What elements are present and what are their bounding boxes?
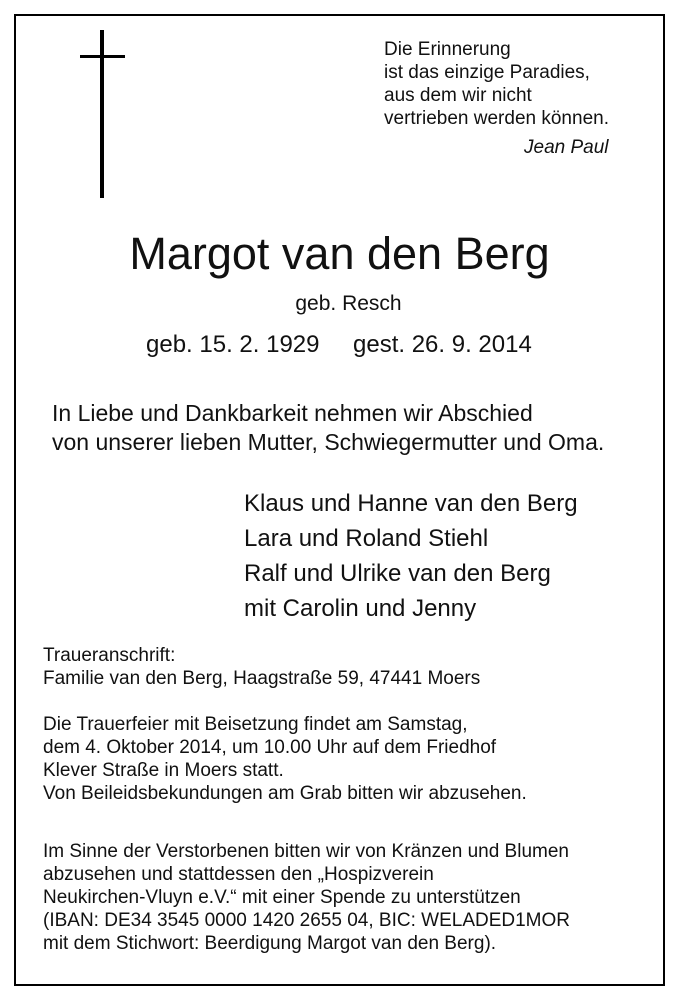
donation-line: Im Sinne der Verstorbenen bitten wir von Kränzen und Blumen xyxy=(43,841,569,862)
cross-horizontal-bar xyxy=(80,55,125,58)
quote-line: vertrieben werden können. xyxy=(384,108,609,129)
funeral-line: Von Beileidsbekundungen am Grab bitten wir abzusehen. xyxy=(43,783,527,804)
funeral-details xyxy=(43,713,527,805)
mourner-entry: Lara und Roland Stiehl xyxy=(244,525,489,552)
deceased-name: Margot van den Berg xyxy=(129,228,550,279)
mourner-entry: Klaus und Hanne van den Berg xyxy=(244,490,578,517)
mourning-address xyxy=(43,644,480,690)
maiden-name: geb. Resch xyxy=(295,292,402,315)
address-label: Traueranschrift: xyxy=(43,645,176,666)
donation-request xyxy=(43,840,570,955)
donation-line: Neukirchen-Vluyn e.V.“ mit einer Spende zu unterstützen xyxy=(43,887,521,908)
farewell-line: In Liebe und Dankbarkeit nehmen wir Abschied xyxy=(52,400,533,426)
mourner-entry: Ralf und Ulrike van den Berg xyxy=(244,560,551,587)
mourner-entry: mit Carolin und Jenny xyxy=(244,595,477,622)
donation-line: (IBAN: DE34 3545 0000 1420 2655 04, BIC: WELADED1MOR xyxy=(43,910,570,931)
funeral-line: Klever Straße in Moers statt. xyxy=(43,760,284,781)
funeral-line: Die Trauerfeier mit Beisetzung findet am Samstag, xyxy=(43,714,468,735)
quote-line: Die Erinnerung xyxy=(384,39,511,60)
quote-line: ist das einzige Paradies, xyxy=(384,62,590,83)
funeral-line: dem 4. Oktober 2014, um 10.00 Uhr auf dem Friedhof xyxy=(43,737,497,758)
memorial-quote xyxy=(384,38,609,130)
quote-author: Jean Paul xyxy=(524,137,609,158)
donation-line: abzusehen und stattdessen den „Hospizverein xyxy=(43,864,434,885)
mourners-list xyxy=(244,486,578,626)
quote-line: aus dem wir nicht xyxy=(384,85,532,106)
death-date: gest. 26. 9. 2014 xyxy=(353,331,532,358)
donation-line: mit dem Stichwort: Beerdigung Margot van den Berg). xyxy=(43,933,497,954)
farewell-line: von unserer lieben Mutter, Schwiegermutter und Oma. xyxy=(52,429,605,455)
farewell-text xyxy=(52,399,604,457)
address-line: Familie van den Berg, Haagstraße 59, 47441 Moers xyxy=(43,668,481,689)
birth-date: geb. 15. 2. 1929 xyxy=(146,331,320,358)
